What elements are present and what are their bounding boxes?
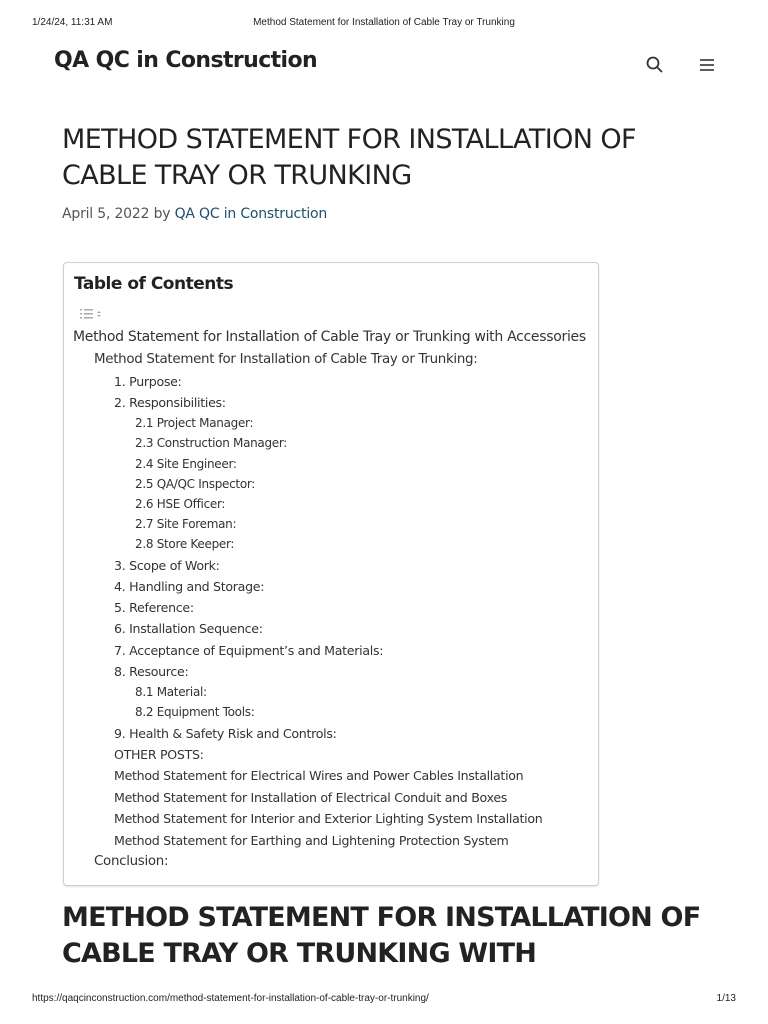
toc-item[interactable]: 9. Health & Safety Risk and Controls: xyxy=(114,726,337,741)
toc-item[interactable]: Method Statement for Electrical Wires and Power Cables Installation xyxy=(114,768,524,783)
print-header xyxy=(0,17,768,31)
toc-item[interactable]: 4. Handling and Storage: xyxy=(114,579,265,594)
article-title-line-2: CABLE TRAY OR TRUNKING xyxy=(62,160,412,191)
toc-item[interactable]: Method Statement for Installation of Electrical Conduit and Boxes xyxy=(114,790,508,805)
site-title-link[interactable]: QA QC in Construction xyxy=(54,48,318,73)
print-document-title: Method Statement for Installation of Cable Tray or Trunking xyxy=(253,17,515,28)
hamburger-menu-icon xyxy=(696,54,718,76)
toc-title: Table of Contents xyxy=(74,274,234,294)
toc-item[interactable]: 3. Scope of Work: xyxy=(114,558,220,573)
toc-item[interactable]: 7. Acceptance of Equipment’s and Materials: xyxy=(114,643,384,658)
toc-toggle-button[interactable] xyxy=(79,307,105,319)
post-date: April 5, 2022 xyxy=(62,206,150,222)
menu-button[interactable] xyxy=(696,54,718,76)
toc-item[interactable]: 2.1 Project Manager: xyxy=(135,416,254,430)
article-title-line-1: METHOD STATEMENT FOR INSTALLATION OF xyxy=(62,124,636,155)
print-footer xyxy=(0,993,768,1007)
toc-item[interactable]: 1. Purpose: xyxy=(114,374,182,389)
toc-item[interactable]: 5. Reference: xyxy=(114,600,194,615)
toc-item[interactable]: Method Statement for Installation of Cable Tray or Trunking: xyxy=(94,352,478,367)
toc-item[interactable]: 6. Installation Sequence: xyxy=(114,621,263,636)
table-of-contents xyxy=(63,262,599,886)
section-heading-line-2: CABLE TRAY OR TRUNKING WITH xyxy=(62,938,537,969)
toc-item[interactable]: 2. Responsibilities: xyxy=(114,395,226,410)
toc-item[interactable]: 2.4 Site Engineer: xyxy=(135,457,237,471)
toc-item[interactable]: 8. Resource: xyxy=(114,664,189,679)
list-toggle-icon xyxy=(79,308,105,320)
article-meta xyxy=(62,206,327,222)
section-heading-line-1: METHOD STATEMENT FOR INSTALLATION OF xyxy=(62,902,701,933)
print-url: https://qaqcinconstruction.com/method-statement-for-installation-of-cable-tray-or-trunking/ xyxy=(32,993,429,1004)
toc-item[interactable]: Method Statement for Earthing and Lightening Protection System xyxy=(114,833,509,848)
page-number: 1/13 xyxy=(716,993,736,1004)
toc-item[interactable]: 2.8 Store Keeper: xyxy=(135,537,235,551)
article-title xyxy=(62,122,702,194)
toc-item[interactable]: 2.6 HSE Officer: xyxy=(135,497,226,511)
toc-item[interactable]: 2.7 Site Foreman: xyxy=(135,517,237,531)
toc-item[interactable]: Method Statement for Interior and Exterior Lighting System Installation xyxy=(114,811,543,826)
toc-item[interactable]: OTHER POSTS: xyxy=(114,747,204,762)
print-datetime: 1/24/24, 11:31 AM xyxy=(32,17,113,28)
author-link[interactable]: QA QC in Construction xyxy=(174,206,328,222)
toc-item[interactable]: 2.5 QA/QC Inspector: xyxy=(135,477,256,491)
search-icon xyxy=(644,54,666,76)
by-label: by xyxy=(153,206,171,222)
site-header xyxy=(0,46,768,86)
search-button[interactable] xyxy=(644,54,666,76)
toc-item[interactable]: 8.2 Equipment Tools: xyxy=(135,705,255,719)
toc-item[interactable]: Method Statement for Installation of Cable Tray or Trunking with Accessories xyxy=(73,329,586,345)
toc-item[interactable]: 2.3 Construction Manager: xyxy=(135,436,288,450)
toc-item[interactable]: Conclusion: xyxy=(94,854,169,869)
section-heading xyxy=(62,900,722,972)
toc-item[interactable]: 8.1 Material: xyxy=(135,685,207,699)
